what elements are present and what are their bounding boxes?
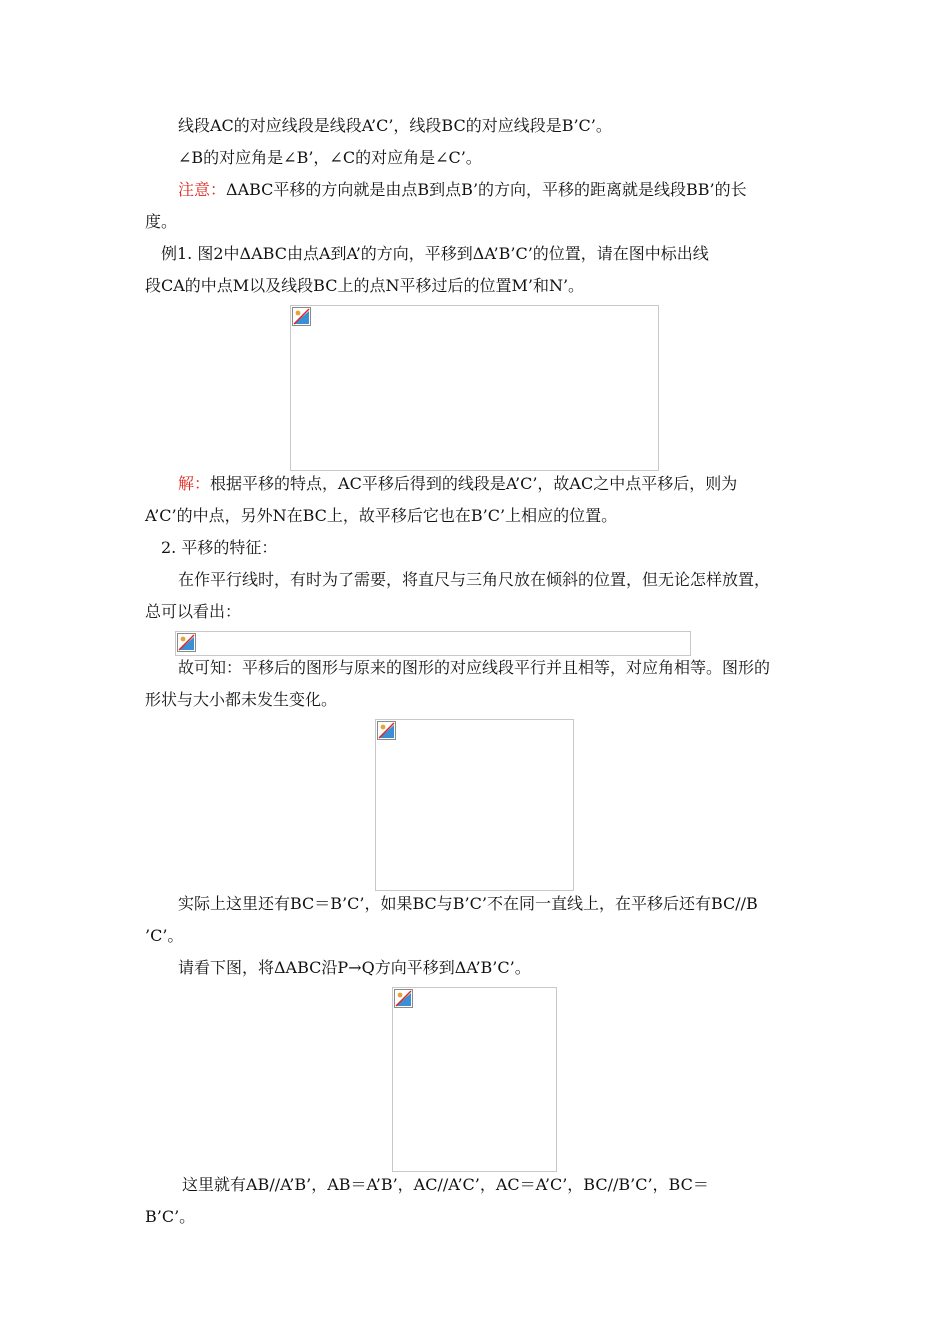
tools-image	[175, 631, 691, 656]
broken-image-icon	[394, 989, 413, 1008]
text-line: ΔABC平移的方向就是由点B到点B’的方向，平移的距离就是线段BB’的长	[226, 180, 747, 199]
example-heading: 例1. 图2中ΔABC由点A到A’的方向，平移到ΔA’B’C’的位置，请在图中标出线	[161, 244, 709, 263]
text-line: 这里就有AB//A’B’，AB＝A’B’，AC//A’C’，AC＝A’C’，BC//B’C’，BC＝	[182, 1175, 709, 1194]
figure-2-image	[290, 305, 659, 471]
broken-image-icon	[177, 633, 196, 652]
text-line: B’C’。	[145, 1207, 196, 1226]
solution-label: 解：	[178, 474, 211, 493]
text-line: 度。	[145, 212, 178, 231]
text-line: ’C’。	[145, 926, 184, 945]
broken-image-icon	[292, 307, 311, 326]
text-line: 段CA的中点M以及线段BC上的点N平移过后的位置M’和N’。	[145, 276, 585, 295]
text-line: 请看下图，将ΔABC沿P→Q方向平移到ΔA’B’C’。	[178, 958, 531, 977]
text-line: 在作平行线时，有时为了需要，将直尺与三角尺放在倾斜的位置，但无论怎样放置，	[178, 570, 771, 589]
text-line: 实际上这里还有BC＝B’C’，如果BC与B’C’不在同一直线上，在平移后还有BC//B	[178, 894, 758, 913]
text-line: 总可以看出：	[145, 602, 242, 621]
text-line: 故可知：平移后的图形与原来的图形的对应线段平行并且相等，对应角相等。图形的	[178, 658, 771, 677]
note-paragraph	[178, 180, 747, 200]
text-line: 线段AC的对应线段是线段A’C’，线段BC的对应线段是B’C’。	[178, 116, 612, 135]
note-label: 注意：	[178, 180, 227, 199]
triangle-translation-image	[392, 987, 557, 1172]
section-heading: 2. 平移的特征：	[161, 538, 278, 557]
broken-image-icon	[377, 721, 396, 740]
solution-paragraph	[178, 474, 737, 494]
text-line: A’C’的中点，另外N在BC上，故平移后它也在B’C’上相应的位置。	[145, 506, 618, 525]
text-line: 根据平移的特点，AC平移后得到的线段是A’C’，故AC之中点平移后，则为	[210, 474, 738, 493]
text-line: 形状与大小都未发生变化。	[145, 690, 338, 709]
translation-figure-image	[375, 719, 574, 891]
text-line: ∠B的对应角是∠B’，∠C的对应角是∠C’。	[178, 148, 482, 167]
